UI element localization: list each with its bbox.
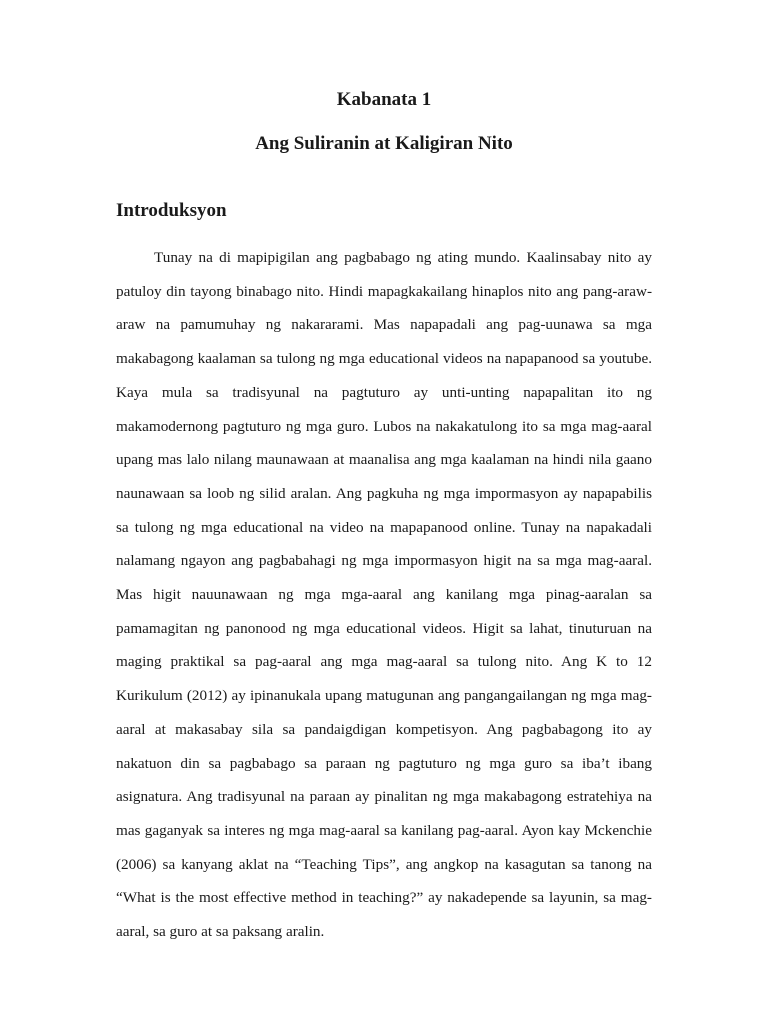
chapter-title: Ang Suliranin at Kaligiran Nito: [255, 133, 513, 154]
body-paragraph: Tunay na di mapipigilan ang pagbabago ng ating mundo. Kaalinsabay nito ay patuloy din tayong binabago nito. Hindi mapagkakailang hinaplos nito ang pang-araw-araw na pamumuhay ng nakararami. Mas napapadali ang pag-uunawa sa mga makabagong kaalaman sa tulong ng mga educational videos na napapanood sa youtube. Kaya mula sa tradisyunal na pagtuturo ay unti-unting napapalitan ito ng makamodernong pagtuturo ng mga guro. Lubos na nakakatulong ito sa mga mag-aaral upang mas lalo nilang maunawaan at maanalisa ang mga kaalaman na hindi nila gaano naunawaan sa loob ng silid aralan. Ang pagkuha ng mga impormasyon ay napapabilis sa tulong ng mga educational na video na mapapanood online. Tunay na napakadali nalamang ngayon ang pagbabahagi ng mga impormasyon higit na sa mga mag-aaral. Mas higit nauunawaan ng mga mga-aaral ang kanilang mga pinag-aaralan sa pamamagitan ng panonood ng mga educational videos. Higit sa lahat, tinuturuan na maging praktikal sa pag-aaral ang mga mag-aaral sa tulong nito. Ang K to 12 Kurikulum (2012) ay ipinanukala upang matugunan ang pangangailangan ng mga mag-aaral at makasabay sila sa pandaigdigan kompetisyon. Ang pagbabagong ito ay nakatuon din sa pagbabago sa paraan ng pagtuturo ng mga guro sa iba’t ibang asignatura. Ang tradisyunal na paraan ay pinalitan ng mga makabagong estratehiya na mas gaganyak sa interes ng mga mag-aaral sa kanilang pag-aaral. Ayon kay Mckenchie (2006) sa kanyang aklat na “Teaching Tips”, ang angkop na kasagutan sa tanong na “What is the most effective method in teaching?” ay nakadepende sa layunin, sa mag-aaral, sa guro at sa paksang aralin.: [116, 249, 652, 941]
body-text: [116, 241, 652, 949]
section-heading: Introduksyon: [116, 200, 227, 221]
chapter-number: Kabanata 1: [336, 89, 432, 110]
